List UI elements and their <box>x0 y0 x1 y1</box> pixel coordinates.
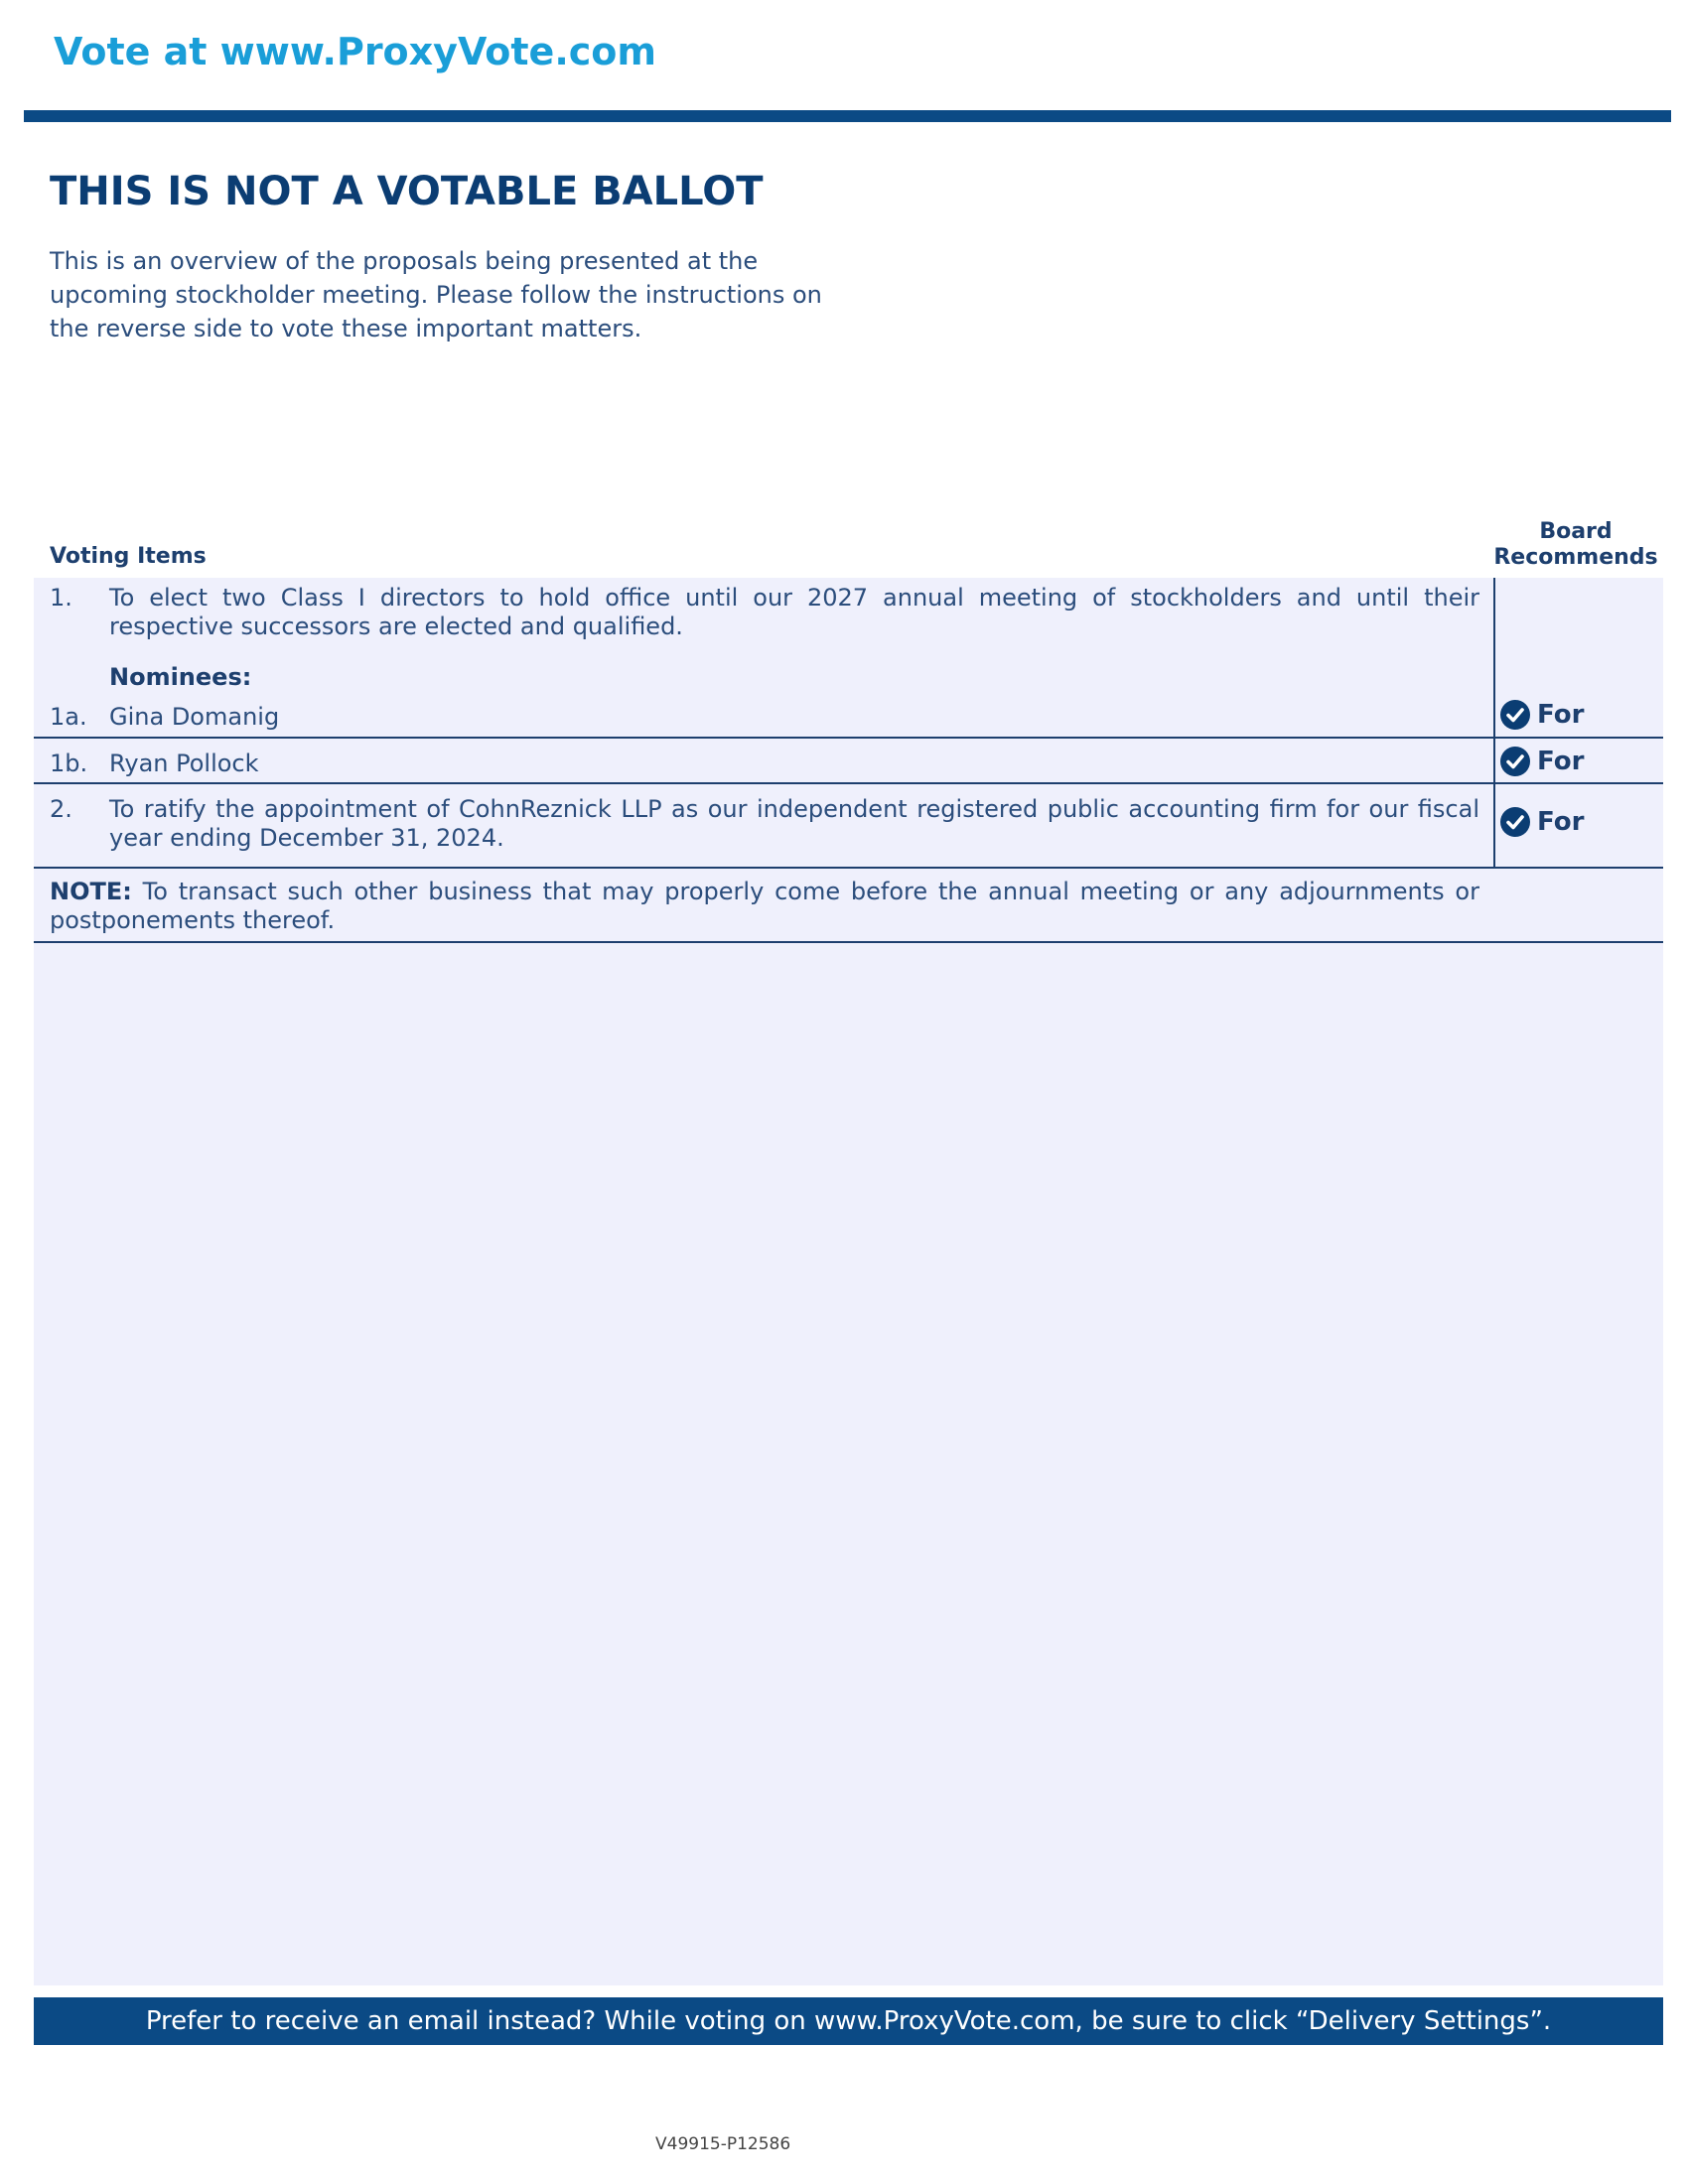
email-delivery-banner <box>34 1997 1663 2045</box>
nominee-1b-number: 1b. <box>50 750 88 777</box>
item-1-number: 1. <box>50 584 72 612</box>
recommendation-label: For <box>1537 700 1585 730</box>
intro-line: the reverse side to vote these important matters. <box>50 315 642 342</box>
voting-items-header: Voting Items <box>50 544 207 569</box>
document-code: V49915-P12586 <box>655 2134 791 2154</box>
nominee-1b-name: Ryan Pollock <box>109 750 259 777</box>
recommendation-1a <box>1499 698 1584 732</box>
board-label-line1: Board <box>1539 519 1613 544</box>
intro-line: This is an overview of the proposals being presented at the <box>50 247 759 275</box>
item-1-text: To elect two Class I directors to hold office until our 2027 annual meeting of stockholders and until their respective successors are elected and qualified. <box>109 584 1479 640</box>
item-2-text: To ratify the appointment of CohnReznick LLP as our independent registered public accounting firm for our fiscal year ending December 31, 2024. <box>109 795 1479 852</box>
check-circle-icon <box>1499 746 1531 777</box>
recommendation-label: For <box>1537 807 1585 837</box>
voting-items-panel <box>34 578 1663 1985</box>
header-divider <box>24 110 1671 122</box>
row-divider <box>34 941 1663 943</box>
note-paragraph <box>50 878 1479 935</box>
check-circle-icon <box>1499 699 1531 731</box>
intro-paragraph <box>50 244 864 345</box>
column-divider <box>1493 578 1495 868</box>
note-text: To transact such other business that may properly come before the annual meeting or any adjournments or postponements thereof. <box>50 878 1479 934</box>
proxyvote-header-title: Vote at www.ProxyVote.com <box>54 30 656 73</box>
row-divider <box>34 867 1663 869</box>
recommendation-label: For <box>1537 747 1585 776</box>
recommendation-1b <box>1499 745 1584 778</box>
check-circle-icon <box>1499 806 1531 838</box>
note-label: NOTE: <box>50 878 132 905</box>
nominees-label: Nominees: <box>109 663 252 691</box>
board-recommends-header <box>1486 519 1665 571</box>
item-2-number: 2. <box>50 795 72 823</box>
nominee-1a-number: 1a. <box>50 703 87 731</box>
board-label-line2: Recommends <box>1493 545 1658 570</box>
banner-text: Prefer to receive an email instead? While voting on www.ProxyVote.com, be sure to click “Delivery Settings”. <box>145 2006 1552 2036</box>
intro-line: upcoming stockholder meeting. Please follow the instructions on <box>50 281 822 309</box>
nominee-1a-name: Gina Domanig <box>109 703 280 731</box>
row-divider <box>34 782 1663 784</box>
row-divider <box>34 737 1663 739</box>
ballot-heading: THIS IS NOT A VOTABLE BALLOT <box>50 169 764 214</box>
recommendation-2 <box>1499 805 1584 839</box>
